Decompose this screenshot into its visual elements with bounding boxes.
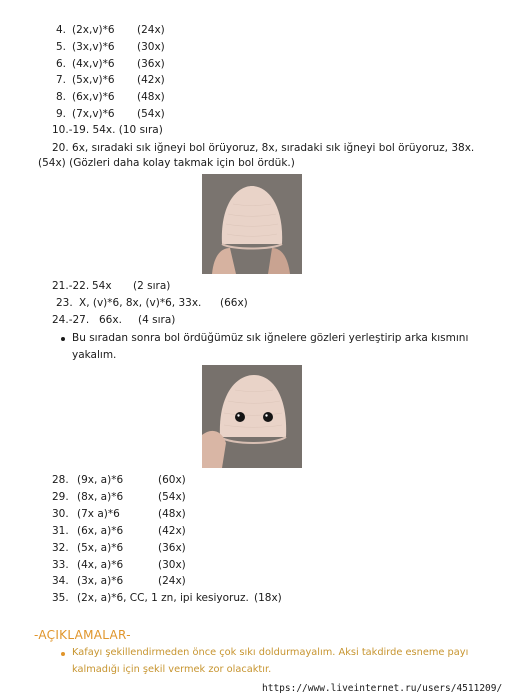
row-count: (18x) [254,592,282,605]
row-count: (42x) [137,74,165,87]
row-instruction: (5x, a)*6 [77,541,124,554]
row-number: 5. [56,40,67,53]
row-number: 28. [52,474,69,486]
row-instruction: (7x a)*6 [77,507,120,520]
row-count: (24x) [158,575,186,588]
row-number: 35. [52,592,69,605]
row-number: 31. [52,524,69,537]
row-instruction: (9x, a)*6 [77,474,124,486]
row-count: (60x) [158,474,186,486]
row-instruction: (5x,v)*6 [72,74,115,87]
row-instruction: (3x, a)*6 [77,575,124,588]
bullet-dot [61,337,65,341]
row-count: (54x) [137,108,165,120]
crochet-head-illustration [202,174,302,274]
row-number: 34. [52,575,69,588]
note-line1: Kafayı şekillendirmeden önce çok sıkı doldurmayalım. Aksi takdirde esneme payı [72,647,469,658]
crochet-head-eyes-illustration [202,365,302,468]
row-count: (42x) [158,524,186,537]
row-number: 8. [56,91,67,104]
note-bullet-dot [61,652,65,656]
crochet-head-with-eyes-photo [202,365,302,468]
row-20-line1: 20. 6x, sıradaki sık iğneyi bol örüyoruz, 8x, sıradaki sık iğneyi bol örüyoruz, 38x. [52,142,475,154]
crochet-head-photo [202,174,302,274]
row-instruction: (8x, a)*6 [77,490,124,503]
row-count: (30x) [158,558,186,571]
row-count: (36x) [137,57,165,70]
row-count: (36x) [158,541,186,554]
row-number: 29. [52,490,69,503]
explanations-heading: -AÇIKLAMALAR- [34,628,131,642]
row-number: 4. [56,24,67,36]
source-url: https://www.liveinternet.ru/users/4511209/ [262,683,503,694]
row-instruction: X, (v)*6, 8x, (v)*6, 33x. [79,297,202,309]
row-number: 9. [56,108,67,120]
row-instruction: (7x,v)*6 [72,108,115,120]
row-10-19: 10.-19. 54x. (10 sıra) [52,124,163,136]
row-instruction: (4x, a)*6 [77,558,124,571]
row-instruction: (2x, a)*6, CC, 1 zn, ipi kesiyoruz. [77,592,249,605]
row-count: (54x) [158,490,186,503]
note-line2: kalmadığı için şekil vermek zor olacaktır. [72,664,272,675]
row-count: (48x) [137,91,165,104]
bullet-line2: yakalım. [72,349,117,361]
row-number: 6. [56,57,67,70]
row-number: 30. [52,507,69,520]
row-20-line2: (54x) (Gözleri daha kolay takmak için bol ördük.) [38,157,295,169]
right-eye-icon [263,412,273,422]
row-instruction: (4x,v)*6 [72,57,115,70]
row-instruction: 54x [92,280,112,292]
row-instruction: (6x, a)*6 [77,524,124,537]
row-number: 7. [56,74,67,87]
row-count: (30x) [137,40,165,53]
row-number: 21.-22. [52,280,90,292]
row-number: 23. [56,297,73,309]
row-count: (2 sıra) [133,280,171,292]
row-count: (48x) [158,507,186,520]
row-number: 24.-27. [52,314,90,326]
row-instruction: (6x,v)*6 [72,91,115,104]
row-number: 32. [52,541,69,554]
row-count: (66x) [220,297,248,309]
left-eye-icon [235,412,245,422]
row-number: 33. [52,558,69,571]
row-count: (24x) [137,24,165,36]
row-count: (4 sıra) [138,314,176,326]
row-instruction: (2x,v)*6 [72,24,115,36]
row-instruction: 66x. [99,314,122,326]
row-instruction: (3x,v)*6 [72,40,115,53]
bullet-line1: Bu sıradan sonra bol ördüğümüz sık iğnelere gözleri yerleştirip arka kısmını [72,332,469,344]
